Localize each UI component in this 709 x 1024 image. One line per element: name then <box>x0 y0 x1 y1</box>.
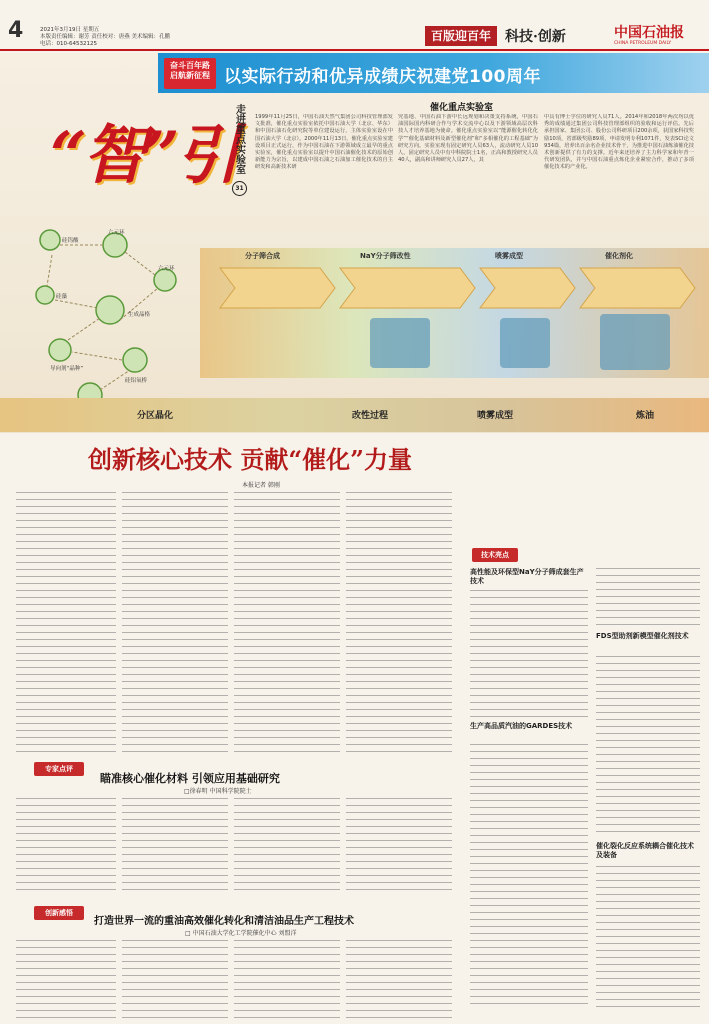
tech-body-3 <box>470 744 588 1010</box>
tech-body-2a <box>596 568 700 628</box>
lab-title: 催化重点实验室 <box>430 103 494 113</box>
stage-label-3: 喷雾成型 <box>476 411 513 421</box>
series-episode-badge: 31 <box>232 181 247 196</box>
expert-body-col-2 <box>122 798 228 894</box>
expert-body-col-1 <box>16 798 116 894</box>
main-byline: 本报记者 韩刚 <box>242 482 280 489</box>
stage-bar <box>0 398 709 432</box>
slogan-line-2: 启航新征程 <box>170 71 210 80</box>
section-title: 科技·创新 <box>505 29 566 45</box>
tech-subhead-3: 生产高品质汽油的GARDES技术 <box>470 722 573 730</box>
process-label-1: 分子筛合成 <box>245 252 280 260</box>
tech-subhead-1: 高性能及环保型NaY分子筛成套生产技术 <box>470 568 584 585</box>
stage-label-4: 炼油 <box>635 411 654 421</box>
expert-body-col-4 <box>346 798 452 894</box>
tech-highlight-tag: 技术亮点 <box>472 548 518 562</box>
vertical-series-label <box>232 104 246 196</box>
molecule-label-1: 硅钨酸 <box>62 238 79 244</box>
slogan-line-1: 奋斗百年路 <box>170 61 210 70</box>
innovation-body-col-3 <box>234 940 340 1018</box>
molecule-label-6: 导向剂“晶种” <box>50 366 84 372</box>
innovation-body-col-4 <box>346 940 452 1018</box>
process-labels <box>200 248 709 378</box>
tech-body-1 <box>470 590 588 720</box>
innovation-tag: 创新感悟 <box>34 906 84 920</box>
page-number: 4 <box>8 18 24 43</box>
header-meta <box>40 27 240 48</box>
series-label-text: 走进重点实验室 <box>233 104 245 174</box>
main-body-col-3 <box>234 492 340 754</box>
molecule-label-7: 硅铝氧桥 <box>125 378 148 384</box>
molecule-label-4: 硅藻 <box>56 294 68 300</box>
expert-tag: 专家点评 <box>34 762 84 776</box>
feature-big-title: “智”引 <box>50 118 236 193</box>
header-editors: 本版责任编辑：谢芳 责任校对：唐燕 美术编辑：孔鹏 <box>40 34 170 40</box>
stage-label-1: 分区晶化 <box>136 411 173 421</box>
stage-label-2: 改性过程 <box>351 411 388 421</box>
tech-body-2 <box>596 656 700 838</box>
main-headline: 创新核心技术 贡献“催化”力量 <box>88 445 412 474</box>
process-label-3: 喷雾成型 <box>495 252 523 260</box>
expert-title: 瞄准核心催化材料 引领应用基础研究 <box>100 772 280 785</box>
lab-intro-col-3: 中具有博士学位的研究人员71人。2014年和2018年两次均以优秀的成绩通过集团公司科技管理部组织的验收和运行评估。先后承担国家、集团公司、股份公司科研项目200余项，获国家科技奖励10项，省部级奖励89项，申请发明专利1071件，发表SCI论文934篇，培养出百余名企业技术骨干，为推进中国石油炼油催化技术创新提供了有力的支撑。近年来还培养了主力科学家和年青一代研发团队，并与中国石油重点炼化企业紧密合作，推动了多项催化技术的产业化。 <box>544 114 694 171</box>
main-body-col-2 <box>122 492 228 754</box>
molecule-labels <box>0 200 200 430</box>
header-phone: 电话：010-64532125 <box>40 41 97 47</box>
paper-name: 中国石油报 <box>614 25 684 41</box>
theme-slogan <box>164 58 216 89</box>
molecule-label-3: 六元环 <box>158 266 175 272</box>
expert-body-col-3 <box>234 798 340 894</box>
process-label-4: 催化剂化 <box>605 252 633 260</box>
innovation-body-col-1 <box>16 940 116 1018</box>
process-label-2: NaY分子筛改性 <box>360 252 411 260</box>
molecule-label-2: 六元环 <box>108 230 125 236</box>
innovation-byline: □ 中国石油大学化工学院催化中心 刘盟洋 <box>185 930 297 937</box>
innovation-title: 打造世界一流的重油高效催化转化和清洁油品生产工程技术 <box>94 916 354 927</box>
expert-byline: □徐春明 中国科学院院士 <box>184 788 252 795</box>
innovation-body-col-2 <box>122 940 228 1018</box>
main-body-col-4 <box>346 492 452 754</box>
header-date: 2021年3月19日 星期五 <box>40 27 100 33</box>
main-body-col-1 <box>16 492 116 754</box>
banner-title: 以实际行动和优异成绩庆祝建党100周年 <box>224 67 541 87</box>
molecule-label-5: 生成晶格 <box>128 312 151 318</box>
paper-name-en: CHINA PETROLEUM DAILY <box>614 41 672 46</box>
tech-subhead-2: FDS型助剂新模型催化剂技术 <box>596 632 689 640</box>
lab-intro-col-2: 究基地、中国石油下游中长远规划和决策支持系统，中国石油国际国内科研合作与学术交流中心以及下游领域高层次科技人才培养基地为使命。催化重点实验室以“能源催化转化化学”“催化基础材料及新型催化剂”和“多相催化的工程基础”为研究方向。实验室现有固定研究人员63人，流动研究人员10人，固定研究人员中有中科院院士1名，正高和教授研究人员40人，副高和讲师研究人员27人，其 <box>398 114 538 164</box>
column-band: 百版迎百年 <box>425 26 497 46</box>
tech-body-4 <box>596 866 700 1010</box>
tech-subhead-4: 催化裂化反应系统耦合催化技术及装备 <box>596 842 694 859</box>
lab-intro-col-1: 1999年11月25日，中国石油天然气集团公司科技管理部发文批准，催化重点实验室依托中国石油大学（北京、华东）和中国石油石化研究院等单位建设运行，主体实验室设在中国石油大学（北京）。2000年11月13日，催化重点实验室建设项目正式运行，作为中国石油在下游领域成立最早的重点实验室，催化重点实验室以提升中国石油催化技术的原始创新能力为宗旨，以建成中国石油之石油加工催化技术的自主研发和高新技术研 <box>255 114 393 171</box>
header-rule <box>0 49 709 51</box>
page-header <box>0 0 709 52</box>
